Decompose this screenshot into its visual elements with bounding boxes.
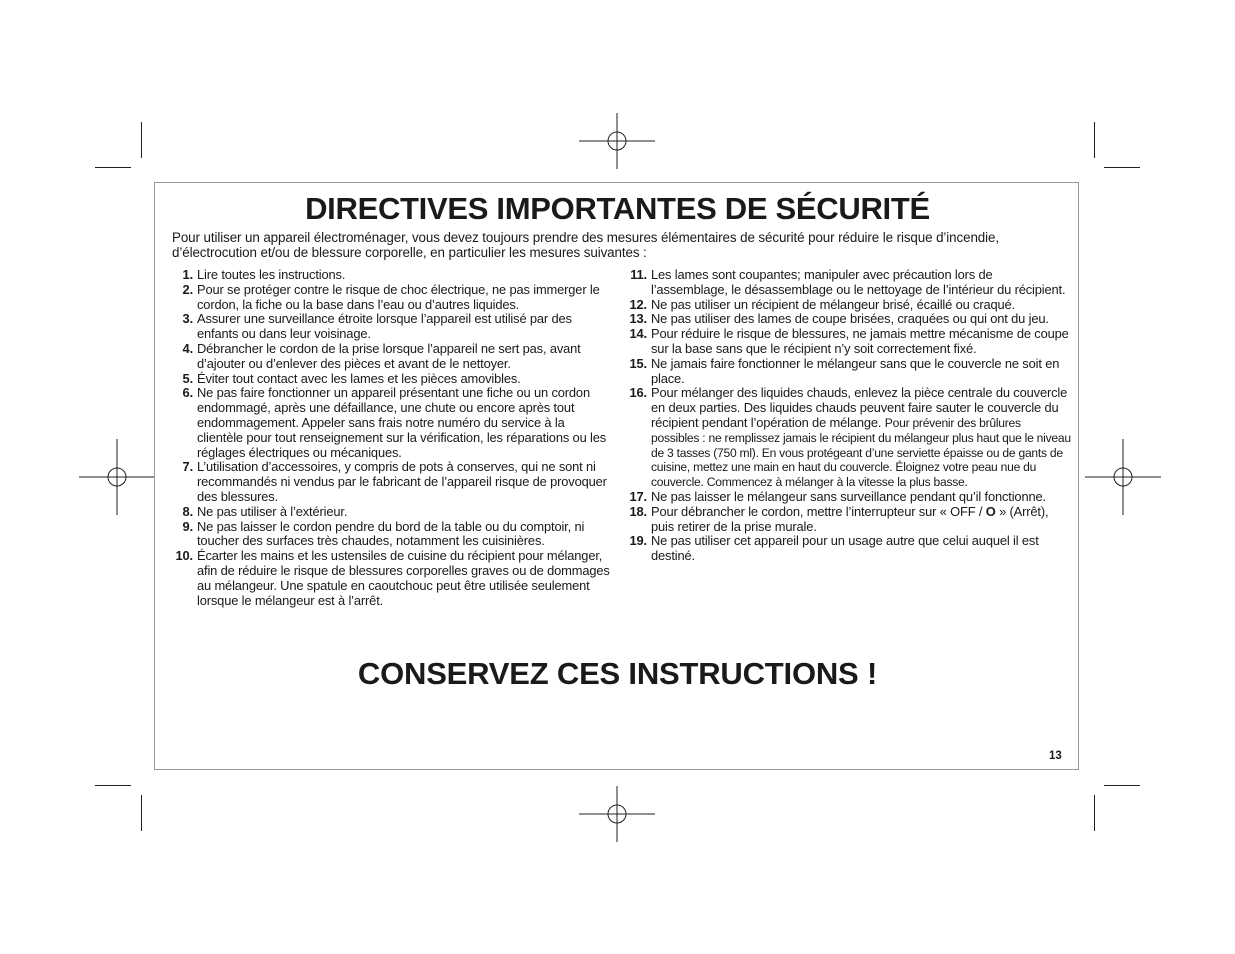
list-item: 7. L’utilisation d’accessoires, y compris de pots à conserves, qui ne sont ni recommandés ni vendus par le fabricant de l’appareil risque de provoquer des blessures. bbox=[182, 459, 607, 504]
list-item: 14. Pour réduire le risque de blessures, ne jamais mettre mécanisme de coupe sur la base sans que le récipient n’y soit correctement fixé. bbox=[629, 326, 1069, 356]
registration-mark-icon bbox=[1085, 439, 1161, 515]
crop-mark bbox=[141, 122, 142, 158]
list-item: 10. Écarter les mains et les ustensiles de cuisine du récipient pour mélanger, afin de réduire le risque de blessures corporelles graves ou de dommages au mélangeur. Une spatule en caoutchouc peut être utilisée seulement lorsque le mélangeur est à l’arrêt. bbox=[175, 548, 610, 608]
crop-mark bbox=[1104, 785, 1140, 786]
list-item: 2. Pour se protéger contre le risque de choc électrique, ne pas immerger le cordon, la fiche ou la base dans l’eau ou d’autres liquides. bbox=[182, 281, 600, 312]
save-instructions-heading: CONSERVEZ CES INSTRUCTIONS ! bbox=[357, 656, 878, 691]
crop-mark bbox=[95, 785, 131, 786]
intro-paragraph: Pour utiliser un appareil électroménager, vous devez toujours prendre des mesures élémentaires de sécurité pour réduire le risque d’incendie, d’électrocution et/ou de blessure corporelle, en particulier les mesures suivantes : bbox=[172, 230, 1000, 260]
list-item: 15. Ne jamais faire fonctionner le mélangeur sans que le couvercle ne soit en place. bbox=[629, 355, 1060, 386]
instructions-list-right bbox=[626, 268, 1071, 564]
off-symbol: O bbox=[985, 503, 996, 519]
list-item: 4. Débrancher le cordon de la prise lorsque l’appareil ne sert pas, avant d’ajouter ou d’enlever des pièces et avant de le nettoyer. bbox=[182, 340, 581, 371]
list-item: 1. Lire toutes les instructions. bbox=[182, 267, 346, 282]
page-number: 13 bbox=[1049, 750, 1062, 762]
crop-mark bbox=[95, 167, 131, 168]
instructions-list-left bbox=[172, 268, 610, 608]
list-item: 12. Ne pas utiliser un récipient de mélangeur brisé, écaillé ou craqué. bbox=[629, 296, 1015, 312]
list-item: 6. Ne pas faire fonctionner un appareil présentant une fiche ou un cordon endommagé, après une défaillance, une chute ou encore après tout endommagement. Appeler sans frais notre numéro du service à la clientèle pour tout renseignement sur la vérification, les réparations ou les réglages électriques ou mécaniques. bbox=[182, 385, 607, 460]
list-item: 8. Ne pas utiliser à l’extérieur. bbox=[182, 503, 348, 519]
registration-mark-icon bbox=[579, 103, 655, 179]
list-item: 3. Assurer une surveillance étroite lorsque l’appareil est utilisé par des enfants ou dans leur voisinage. bbox=[182, 311, 572, 342]
list-item: 18. Pour débrancher le cordon, mettre l’interrupteur sur « OFF / O » (Arrêt), puis retirer de la prise murale. bbox=[629, 503, 1049, 534]
list-item: 13. Ne pas utiliser des lames de coupe brisées, craquées ou qui ont du jeu. bbox=[629, 311, 1049, 327]
list-item: 9. Ne pas laisser le cordon pendre du bord de la table ou du comptoir, ni toucher des surfaces très chaudes, notamment les cuisinières. bbox=[182, 518, 585, 549]
list-item: 19. Ne pas utiliser cet appareil pour un usage autre que celui auquel il est destiné. bbox=[629, 533, 1039, 564]
page-title: DIRECTIVES IMPORTANTES DE SÉCURITÉ bbox=[305, 191, 930, 226]
crop-mark bbox=[1104, 167, 1140, 168]
crop-mark bbox=[141, 795, 142, 831]
burn-warning-text: Pour prévenir des brûlures possibles : ne remplissez jamais le récipient du mélangeur plus haut que le niveau de 3 tasses (750 ml). En vous protégeant d’une serviette épaisse ou de gants de cuisine, mettez une main en haut du couvercle. Éloignez votre peau nue du couvercle. Commencez à mélanger à la vitesse la plus basse. bbox=[651, 415, 1071, 490]
registration-mark-icon bbox=[79, 439, 155, 515]
crop-mark bbox=[1094, 795, 1095, 831]
registration-mark-icon bbox=[579, 776, 655, 852]
list-item: 16. Pour mélanger des liquides chauds, enlevez la pièce centrale du couvercle en deux parties. Des liquides chauds peuvent faire sauter le couvercle du récipient pendant l’opération de mélange. Pour prévenir des brûlures possibles : ne remplissez jamais le récipient du mélangeur plus haut que le niveau de 3 tasses (750 ml). En vous protégeant d’une serviette épaisse ou de gants de cuisine, mettez une main en haut du couvercle. Éloignez votre peau nue du couvercle. Commencez à mélanger à la vitesse la plus basse. bbox=[629, 385, 1071, 490]
crop-mark bbox=[1094, 122, 1095, 158]
list-item: 11. Les lames sont coupantes; manipuler avec précaution lors de l’assemblage, le désassemblage ou le nettoyage de l’intérieur du récipient. bbox=[630, 267, 1066, 297]
list-item: 5. Éviter tout contact avec les lames et les pièces amovibles. bbox=[182, 370, 521, 386]
list-item: 17. Ne pas laisser le mélangeur sans surveillance pendant qu’il fonctionne. bbox=[629, 488, 1046, 504]
